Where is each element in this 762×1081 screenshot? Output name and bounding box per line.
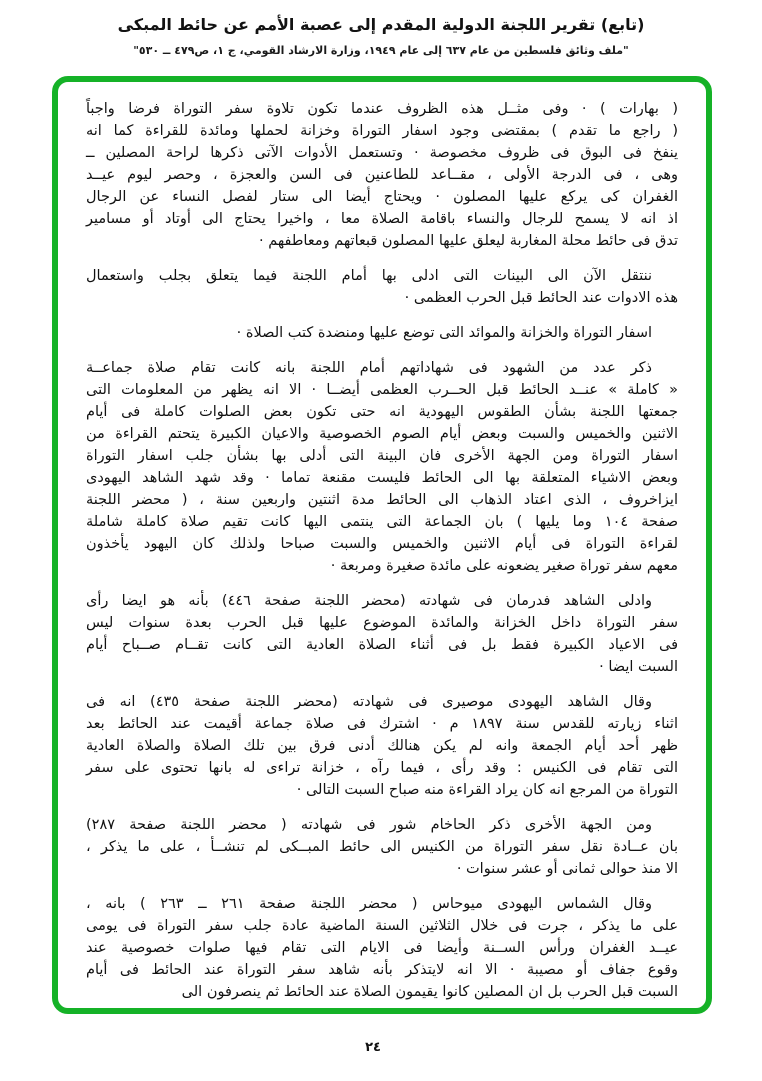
paragraph (86, 98, 678, 252)
text-line: صفحة ١٠٤ وما يليها ) بان الجماعة التى ينتمى اليها كانت تقيم صلاة كاملة شاملة (86, 514, 679, 530)
green-content-frame (52, 76, 712, 1014)
text-line: وقوع جفاف أو مصيبة · الا انه لايتذكر بأنه شاهد سفر التوراة عند الحائط فى أيام (86, 962, 678, 978)
text-line: ايزاخروف ، الذى اعتاد الذهاب الى الحائط مدة اثنتين واربعين سنة ، ( محضر اللجنة (86, 492, 678, 508)
paragraph (86, 265, 678, 309)
text-line: السبت قبل الحرب بل ان المصلين كانوا يقيمون الصلاة عند الحائط ثم ينصرفون الى (181, 984, 678, 1000)
text-line: على ما يذكر ، جرت فى خلال الثلاثين السنة الماضية عادة جلب سفر التوراة فى يومى (86, 918, 678, 934)
document-body (58, 82, 706, 1003)
text-line: وقال الشماس اليهودى ميوحاس ( محضر اللجنة صفحة ٢٦١ ــ ٢٦٣ ) بانه ، (86, 896, 653, 912)
section-subheading (86, 322, 678, 344)
text-line: الاثنين والخميس والسبت وبعض أيام الصوم الخصوصية والاعيان الكبيرة يتحتم القراءة من (86, 426, 678, 442)
text-line: ظهر أحد أيام الجمعة وانه لم يكن هنالك أدنى فرق بين تلك الصلاة والصلاة العادية (86, 738, 678, 754)
text-line: سفر التوراة داخل الخزانة والمائدة الموضوع عليها قبل الحرب بعدة سنوات ليس (86, 615, 678, 631)
text-line: اذ انه لا يسمح للرجال والنساء باقامة الصلاة معا ، واخيرا يحتاج الى أوتاد أو مسامير (86, 211, 678, 227)
text-line: ذكر عدد من الشهود فى شهاداتهم أمام اللجنة بانه كانت تقام صلاة جماعــة (86, 360, 652, 376)
text-line: عيــد الغفران ورأس الســنة وأيضا فى الايام التى تقام فيها صلوات خصوصية عند (86, 940, 678, 956)
text-line: بان عــادة نقل سفر التوراة من الكنيس الى حائط المبــكى لم تنشــأ ، على ما يذكر ، (86, 839, 678, 855)
document-title: (تابع) تقرير اللجنة الدولية المقدم إلى عصبة الأمم عن حائط المبكى (117, 15, 645, 34)
paragraph (86, 590, 678, 678)
text-line: الغفران كى يركع عليها المصلون · ويحتاج أيضا الى ستار لفصل النساء عن الرجال (86, 189, 678, 205)
text-line: وهى ، فى الدرجة الأولى ، مقــاعد للطاعنين فى السن والعجزة ، وحصر ليوم عيــد (86, 167, 678, 183)
text-line: الا منذ حوالى ثمانى أو عشر سنوات · (456, 861, 678, 877)
paragraph (86, 691, 678, 801)
text-line: ننتقل الآن الى البينات التى ادلى بها أمام اللجنة فيما يتعلق بجلب واستعمال (86, 268, 652, 284)
paragraph (86, 357, 678, 577)
text-line: وادلى الشاهد فدرمان فى شهادته (محضر اللجنة صفحة ٤٤٦) بأنه هو ايضا رأى (86, 593, 653, 609)
text-line: اسفار التوراة ومن الجهة الأخرى فان البينة التى أدلى بها بشأن جلب اسفار التوراة (86, 448, 678, 464)
text-line: هذه الادوات عند الحائط قبل الحرب العظمى · (404, 290, 678, 306)
text-line: التوراة من المرجع انه كان يراد القراءة منه صباح السبت التالى · (296, 782, 678, 798)
text-line: تدق فى حائط محلة المغاربة ليعلق عليها المصلون قبعاتهم ومعاطفهم · (259, 233, 678, 249)
text-line: فى الاعياد الكبيرة فقط بل فى أثناء الصلاة العادية التى كانت تقــام صــباح أيام (86, 637, 678, 653)
paragraph (86, 893, 678, 1003)
text-line: « كاملة » عنــد الحائط قبل الحــرب العظمى أيضــا · الا انه يظهر من المعلومات التى (86, 382, 678, 398)
text-line: السبت ايضا · (599, 659, 678, 675)
text-line: اسفار التوراة والخزانة والموائد التى توضع عليها ومنضدة كتب الصلاة · (236, 325, 652, 341)
text-line: ومن الجهة الأخرى ذكر الحاخام شور فى شهادته ( محضر اللجنة صفحة ٢٨٧) (86, 817, 652, 833)
page-number: ٢٤ (365, 1040, 381, 1055)
text-line: التى تقام فى الكنيس : وقد رأى ، فيما رآه ، خزانة تراءى له بانها تحتوى على سفر (86, 760, 678, 776)
text-line: اثناء زيارته للقدس سنة ١٨٩٧ م · اشترك فى صلاة جماعة أقيمت عند الحائط بعد (86, 716, 679, 732)
text-line: معهم سفر توراة صغير يضعونه على مائدة صغيرة ومربعة · (330, 558, 678, 574)
text-line: ( راجع ما تقدم ) بمقتضى وجود اسفار التوراة وخزانة لحملها ومائدة للقراءة كما انه (86, 123, 678, 139)
text-line: ( بهارات ) · وفى مثــل هذه الظروف عندما تكون تلاوة سفر التوراة فرضا واجباً (86, 101, 678, 117)
text-line: جمعتها اللجنة بشأن الطقوس اليهودية انه حتى تكون بعض الصلوات كاملة فى أيام (86, 404, 678, 420)
document-source-citation: "ملف وثائق فلسطين من عام ٦٣٧ إلى عام ١٩٤٩، وزارة الارشاد القومي، ج ١، ص٤٧٩ ــ ٥٣٠" (133, 44, 629, 57)
paragraph (86, 814, 678, 880)
text-line: وقال الشاهد اليهودى موصيرى فى شهادته (محضر اللجنة صفحة ٤٣٥) انه فى (86, 694, 652, 710)
text-line: وبعض الاشياء المتعلقة بها الى الحائط فليست مقنعة تماما · وقد شهد الشاهد اليهودى (86, 470, 678, 486)
text-line: لقراءة التوراة فى أيام الاثنين والخميس والسبت صباحا ولذلك كان اليهود يأخذون (86, 536, 678, 552)
text-line: ينفخ فى البوق فى ظروف مخصوصة · وتستعمل الأدوات الآتى ذكرها لراحة المصلين ــ (86, 145, 678, 161)
page-header (0, 0, 762, 57)
